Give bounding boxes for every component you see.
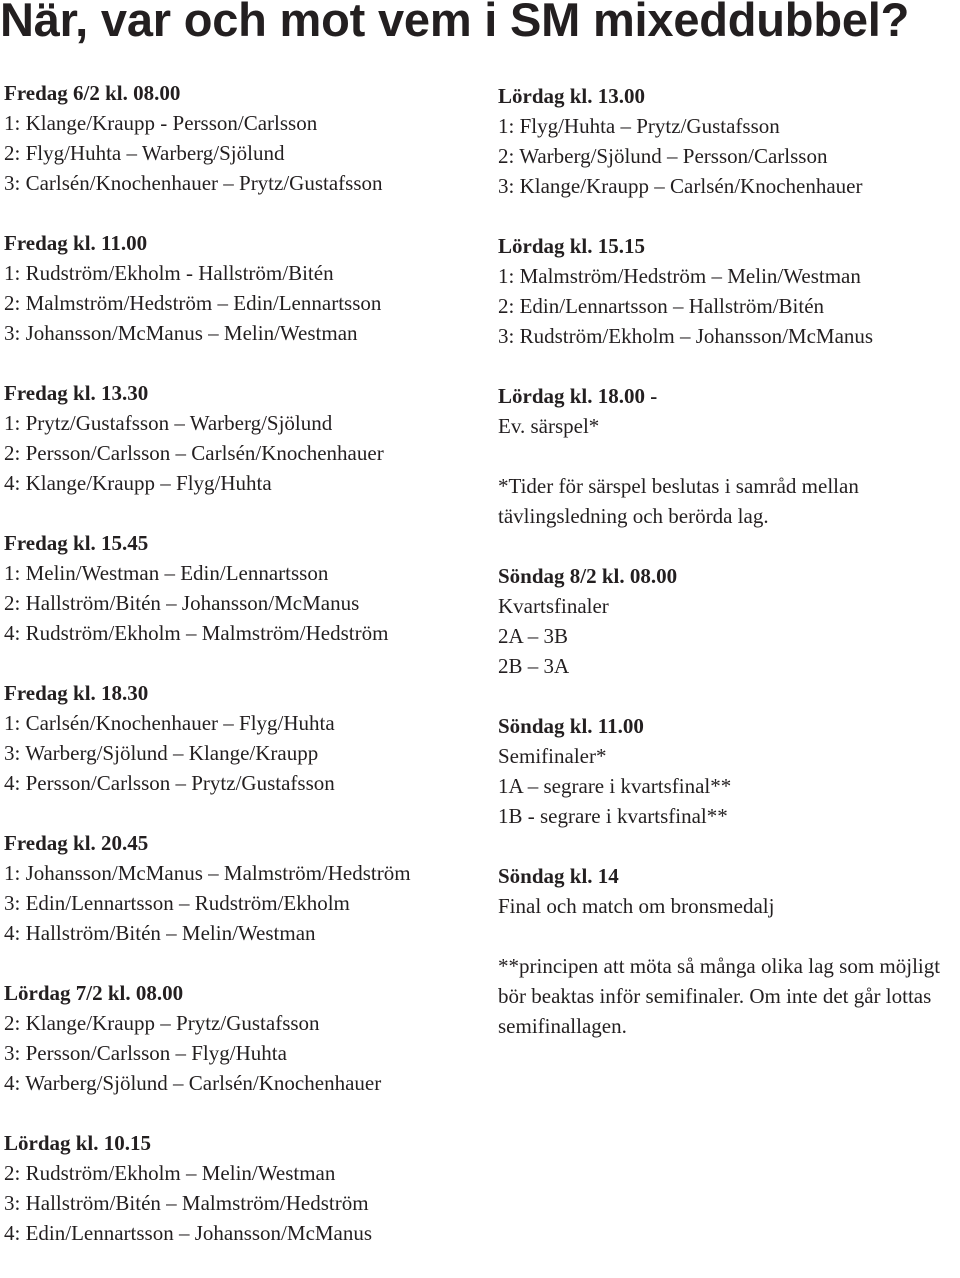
match-line: 2B – 3A	[498, 654, 570, 678]
session-heading: Fredag kl. 11.00	[4, 231, 148, 255]
round-label: Semifinaler*	[498, 744, 607, 768]
match-line: 4: Rudström/Ekholm – Malmström/Hedström	[4, 621, 389, 645]
match-line: 1: Malmström/Hedström – Melin/Westman	[498, 264, 861, 288]
match-line: 4: Warberg/Sjölund – Carlsén/Knochenhauer	[4, 1071, 382, 1095]
page-title: När, var och mot vem i SM mixeddubbel?	[0, 0, 910, 46]
schedule-block	[4, 228, 484, 348]
schedule-block	[4, 378, 484, 498]
match-line: 4: Hallström/Bitén – Melin/Westman	[4, 921, 316, 945]
match-line: 1: Flyg/Huhta – Prytz/Gustafsson	[498, 114, 780, 138]
schedule-left-column	[4, 78, 484, 1278]
match-line: 2A – 3B	[498, 624, 569, 648]
schedule-block	[4, 78, 484, 198]
schedule-block	[4, 528, 484, 648]
session-heading: Fredag 6/2 kl. 08.00	[4, 81, 181, 105]
match-line: 1A – segrare i kvartsfinal**	[498, 774, 732, 798]
match-line: 3: Rudström/Ekholm – Johansson/McManus	[498, 324, 874, 348]
match-line: 3: Carlsén/Knochenhauer – Prytz/Gustafsson	[4, 171, 383, 195]
match-line: 3: Klange/Kraupp – Carlsén/Knochenhauer	[498, 174, 863, 198]
schedule-block	[4, 1128, 484, 1248]
match-line: 2: Persson/Carlsson – Carlsén/Knochenhauer	[4, 441, 384, 465]
session-heading: Lördag kl. 18.00 -	[498, 384, 658, 408]
match-line: 1: Rudström/Ekholm - Hallström/Bitén	[4, 261, 334, 285]
schedule-right-column	[498, 81, 960, 1071]
match-line: 2: Hallström/Bitén – Johansson/McManus	[4, 591, 360, 615]
session-heading: Lördag kl. 13.00	[498, 84, 646, 108]
match-line: 4: Klange/Kraupp – Flyg/Huhta	[4, 471, 272, 495]
session-heading: Lördag kl. 10.15	[4, 1131, 152, 1155]
match-line: 2: Flyg/Huhta – Warberg/Sjölund	[4, 141, 285, 165]
session-heading: Söndag 8/2 kl. 08.00	[498, 564, 678, 588]
session-heading: Fredag kl. 13.30	[4, 381, 149, 405]
footnote-text: **principen att möta så många olika lag som möjligt bör beaktas inför semifinaler. Om inte det går lottas semifinallagen.	[498, 954, 941, 1038]
schedule-block	[4, 678, 484, 798]
match-line: 1: Prytz/Gustafsson – Warberg/Sjölund	[4, 411, 333, 435]
schedule-block	[498, 711, 960, 831]
schedule-block	[498, 381, 960, 441]
schedule-block	[498, 81, 960, 201]
schedule-block	[498, 561, 960, 681]
match-line: 3: Edin/Lennartsson – Rudström/Ekholm	[4, 891, 350, 915]
session-heading: Söndag kl. 11.00	[498, 714, 644, 738]
match-line: 4: Edin/Lennartsson – Johansson/McManus	[4, 1221, 373, 1245]
match-line: 4: Persson/Carlsson – Prytz/Gustafsson	[4, 771, 335, 795]
match-line: 1: Carlsén/Knochenhauer – Flyg/Huhta	[4, 711, 335, 735]
match-line: 1: Klange/Kraupp - Persson/Carlsson	[4, 111, 318, 135]
schedule-block	[498, 861, 960, 921]
semifinal-footnote	[498, 951, 960, 1041]
session-heading: Lördag kl. 15.15	[498, 234, 646, 258]
match-line: 3: Warberg/Sjölund – Klange/Kraupp	[4, 741, 319, 765]
match-line: 2: Malmström/Hedström – Edin/Lennartsson	[4, 291, 382, 315]
match-line: 2: Klange/Kraupp – Prytz/Gustafsson	[4, 1011, 320, 1035]
match-line: 2: Edin/Lennartsson – Hallström/Bitén	[498, 294, 825, 318]
match-line: 3: Johansson/McManus – Melin/Westman	[4, 321, 358, 345]
match-line: 1B - segrare i kvartsfinal**	[498, 804, 728, 828]
round-label: Kvartsfinaler	[498, 594, 609, 618]
match-line: 2: Rudström/Ekholm – Melin/Westman	[4, 1161, 336, 1185]
session-heading: Lördag 7/2 kl. 08.00	[4, 981, 184, 1005]
round-label: Final och match om bronsmedalj	[498, 894, 775, 918]
schedule-note: Ev. särspel*	[498, 414, 600, 438]
schedule-block	[4, 978, 484, 1098]
schedule-block	[4, 828, 484, 948]
session-heading: Fredag kl. 18.30	[4, 681, 149, 705]
match-line: 1: Johansson/McManus – Malmström/Hedström	[4, 861, 411, 885]
match-line: 3: Hallström/Bitén – Malmström/Hedström	[4, 1191, 369, 1215]
match-line: 2: Warberg/Sjölund – Persson/Carlsson	[498, 144, 828, 168]
footnote-text: *Tider för särspel beslutas i samråd mellan tävlingsledning och berörda lag.	[498, 474, 859, 528]
tiebreak-footnote	[498, 471, 960, 531]
session-heading: Söndag kl. 14	[498, 864, 619, 888]
match-line: 3: Persson/Carlsson – Flyg/Huhta	[4, 1041, 287, 1065]
session-heading: Fredag kl. 20.45	[4, 831, 149, 855]
session-heading: Fredag kl. 15.45	[4, 531, 149, 555]
match-line: 1: Melin/Westman – Edin/Lennartsson	[4, 561, 329, 585]
schedule-block	[498, 231, 960, 351]
